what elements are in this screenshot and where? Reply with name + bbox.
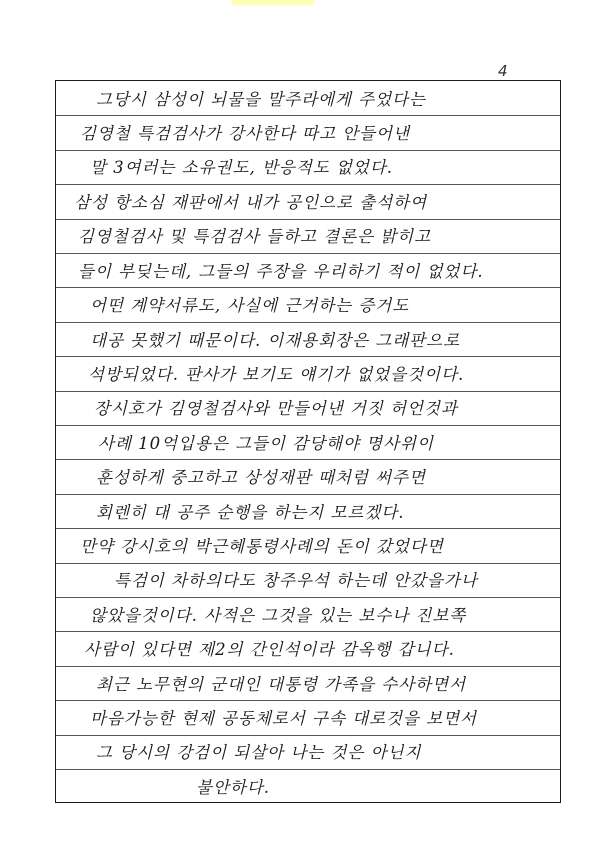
ruled-line [56,322,560,323]
ruled-line [56,391,560,392]
manuscript-line-10: 장시호가 김영철검사와 만들어낸 거짓 허언것과 [94,399,458,418]
ruled-line [56,115,560,116]
manuscript-line-5: 김영철검사 및 특검검사 들하고 결론은 밝히고 [78,227,432,246]
manuscript-line-2: 김영철 특검검사가 강사한다 따고 안들어낸 [80,124,410,143]
manuscript-line-6: 들이 부딪는데, 그들의 주장을 우리하기 적이 없었다. [78,262,484,281]
ruled-line [56,184,560,185]
manuscript-line-3: 말 3여러는 소유권도, 반응적도 없었다. [90,158,394,177]
manuscript-line-15: 특검이 차하의다도 창주우석 하는데 안갔을가나 [114,571,478,590]
ruled-line [56,666,560,667]
manuscript-line-7: 어떤 계약서류도, 사실에 근거하는 증거도 [90,296,410,315]
ruled-line [56,494,560,495]
manuscript-sheet [55,80,561,803]
manuscript-line-9: 석방되었다. 판사가 보기도 얘기가 없었을것이다. [88,365,465,384]
manuscript-line-8: 대공 못했기 때문이다. 이재용회장은 그래판으로 [90,331,461,350]
manuscript-line-14: 만약 강시호의 박근혜통령사례의 돈이 갔었다면 [80,537,444,556]
ruled-line [56,597,560,598]
ruled-line [56,769,560,770]
ruled-line [56,150,560,151]
manuscript-line-13: 회렌히 대 공주 순행을 하는지 모르겠다. [96,503,405,522]
ruled-line [56,425,560,426]
manuscript-line-12: 훈성하게 중고하고 상성재판 때처럼 써주면 [96,468,426,487]
ruled-line [56,563,560,564]
manuscript-line-18: 최근 노무현의 군대인 대통령 가족을 수사하면서 [96,675,467,694]
manuscript-line-21: 불안하다. [196,778,271,797]
ruled-line [56,253,560,254]
highlight-tape-mark [232,0,314,5]
ruled-line [56,528,560,529]
manuscript-line-16: 않았을것이다. 사적은 그것을 있는 보수나 진보쪽 [90,606,467,625]
manuscript-line-4: 삼성 항소심 재판에서 내가 공인으로 출석하여 [74,193,428,212]
ruled-line [56,356,560,357]
ruled-line [56,700,560,701]
manuscript-line-19: 마음가능한 현제 공동체로서 구속 대로것을 보면서 [90,709,477,728]
ruled-line [56,287,560,288]
manuscript-line-11: 사례 10억입용은 그들이 감당해야 명사위이 [98,434,434,453]
manuscript-line-1: 그당시 삼성이 뇌물을 말주라에게 주었다는 [96,90,426,109]
ruled-line [56,735,560,736]
ruled-line [56,219,560,220]
page-number: 4 [498,62,508,80]
ruled-line [56,459,560,460]
manuscript-line-17: 사람이 있다면 제2의 간인석이라 감옥행 갑니다. [84,640,455,659]
manuscript-line-20: 그 당시의 강검이 되살아 나는 것은 아닌지 [96,743,422,762]
ruled-line [56,631,560,632]
